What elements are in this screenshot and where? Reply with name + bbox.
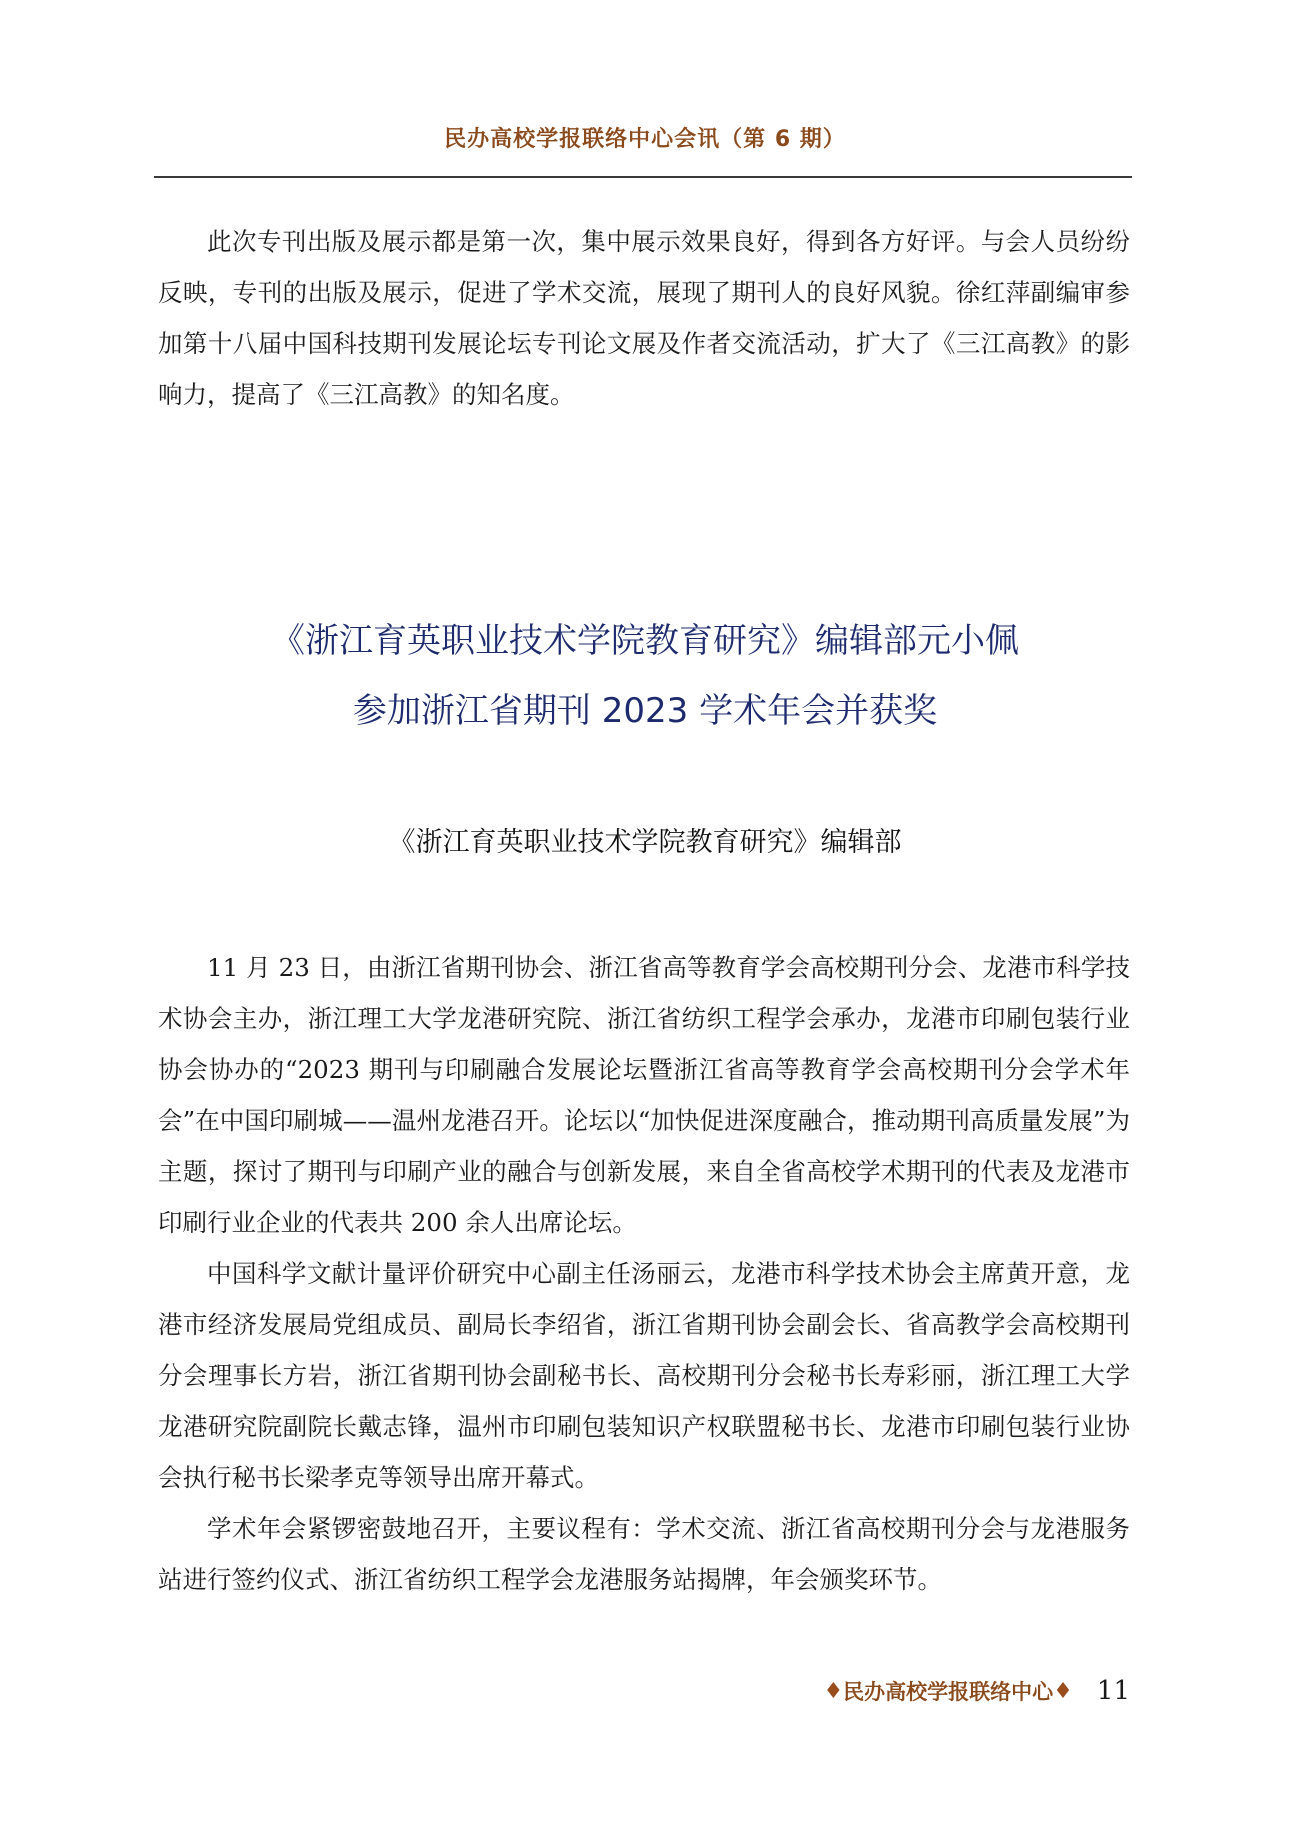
header-divider bbox=[154, 176, 1132, 178]
article-paragraph: 学术年会紧锣密鼓地召开，主要议程有：学术交流、浙江省高校期刊分会与龙港服务站进行签约仪式、浙江省纺织工程学会龙港服务站揭牌，年会颁奖环节。 bbox=[158, 1514, 1130, 1594]
article-paragraph: 11 月 23 日，由浙江省期刊协会、浙江省高等教育学会高校期刊分会、龙港市科学技术协会主办，浙江理工大学龙港研究院、浙江省纺织工程学会承办，龙港市印刷包装行业协会协办的“2023 期刊与印刷融合发展论坛暨浙江省高等教育学会高校期刊分会学术年会”在中国印刷城——温州龙港召开。论坛以“加快促进深度融合，推动期刊高质量发展”为主题，探讨了期刊与印刷产业的融合与创新发展，来自全省高校学术期刊的代表及龙港市印刷行业企业的代表共 200 余人出席论坛。 bbox=[158, 953, 1130, 1237]
diamond-icon: ♦ bbox=[1053, 1678, 1073, 1704]
page-footer bbox=[823, 1676, 1130, 1706]
article-paragraph: 中国科学文献计量评价研究中心副主任汤丽云，龙港市科学技术协会主席黄开意，龙港市经济发展局党组成员、副局长李绍省，浙江省期刊协会副会长、省高教学会高校期刊分会理事长方岩，浙江省期刊协会副秘书长、高校期刊分会秘书长寿彩丽，浙江理工大学龙港研究院副院长戴志锋，温州市印刷包装知识产权联盟秘书长、龙港市印刷包装行业协会执行秘书长梁孝克等领导出席开幕式。 bbox=[158, 1259, 1130, 1492]
footer-org-name: 民办高校学报联络中心 bbox=[843, 1680, 1054, 1704]
intro-section bbox=[158, 216, 1130, 420]
intro-paragraph: 此次专刊出版及展示都是第一次，集中展示效果良好，得到各方好评。与会人员纷纷反映，专刊的出版及展示，促进了学术交流，展现了期刊人的良好风貌。徐红萍副编审参加第十八届中国科技期刊发展论坛专刊论文展及作者交流活动，扩大了《三江高教》的影响力，提高了《三江高教》的知名度。 bbox=[158, 227, 1130, 409]
diamond-icon: ♦ bbox=[823, 1678, 844, 1704]
article-body bbox=[158, 942, 1130, 1605]
article-title-line-2: 参加浙江省期刊 2023 学术年会并获奖 bbox=[352, 691, 938, 731]
article-title bbox=[0, 606, 1290, 746]
running-header: 民办高校学报联络中心会讯（第 6 期） bbox=[444, 127, 846, 152]
page-number: 11 bbox=[1096, 1676, 1130, 1706]
article-byline: 《浙江育英职业技术学院教育研究》编辑部 bbox=[388, 827, 902, 858]
article-title-line-1: 《浙江育英职业技术学院教育研究》编辑部元小佩 bbox=[271, 621, 1019, 661]
